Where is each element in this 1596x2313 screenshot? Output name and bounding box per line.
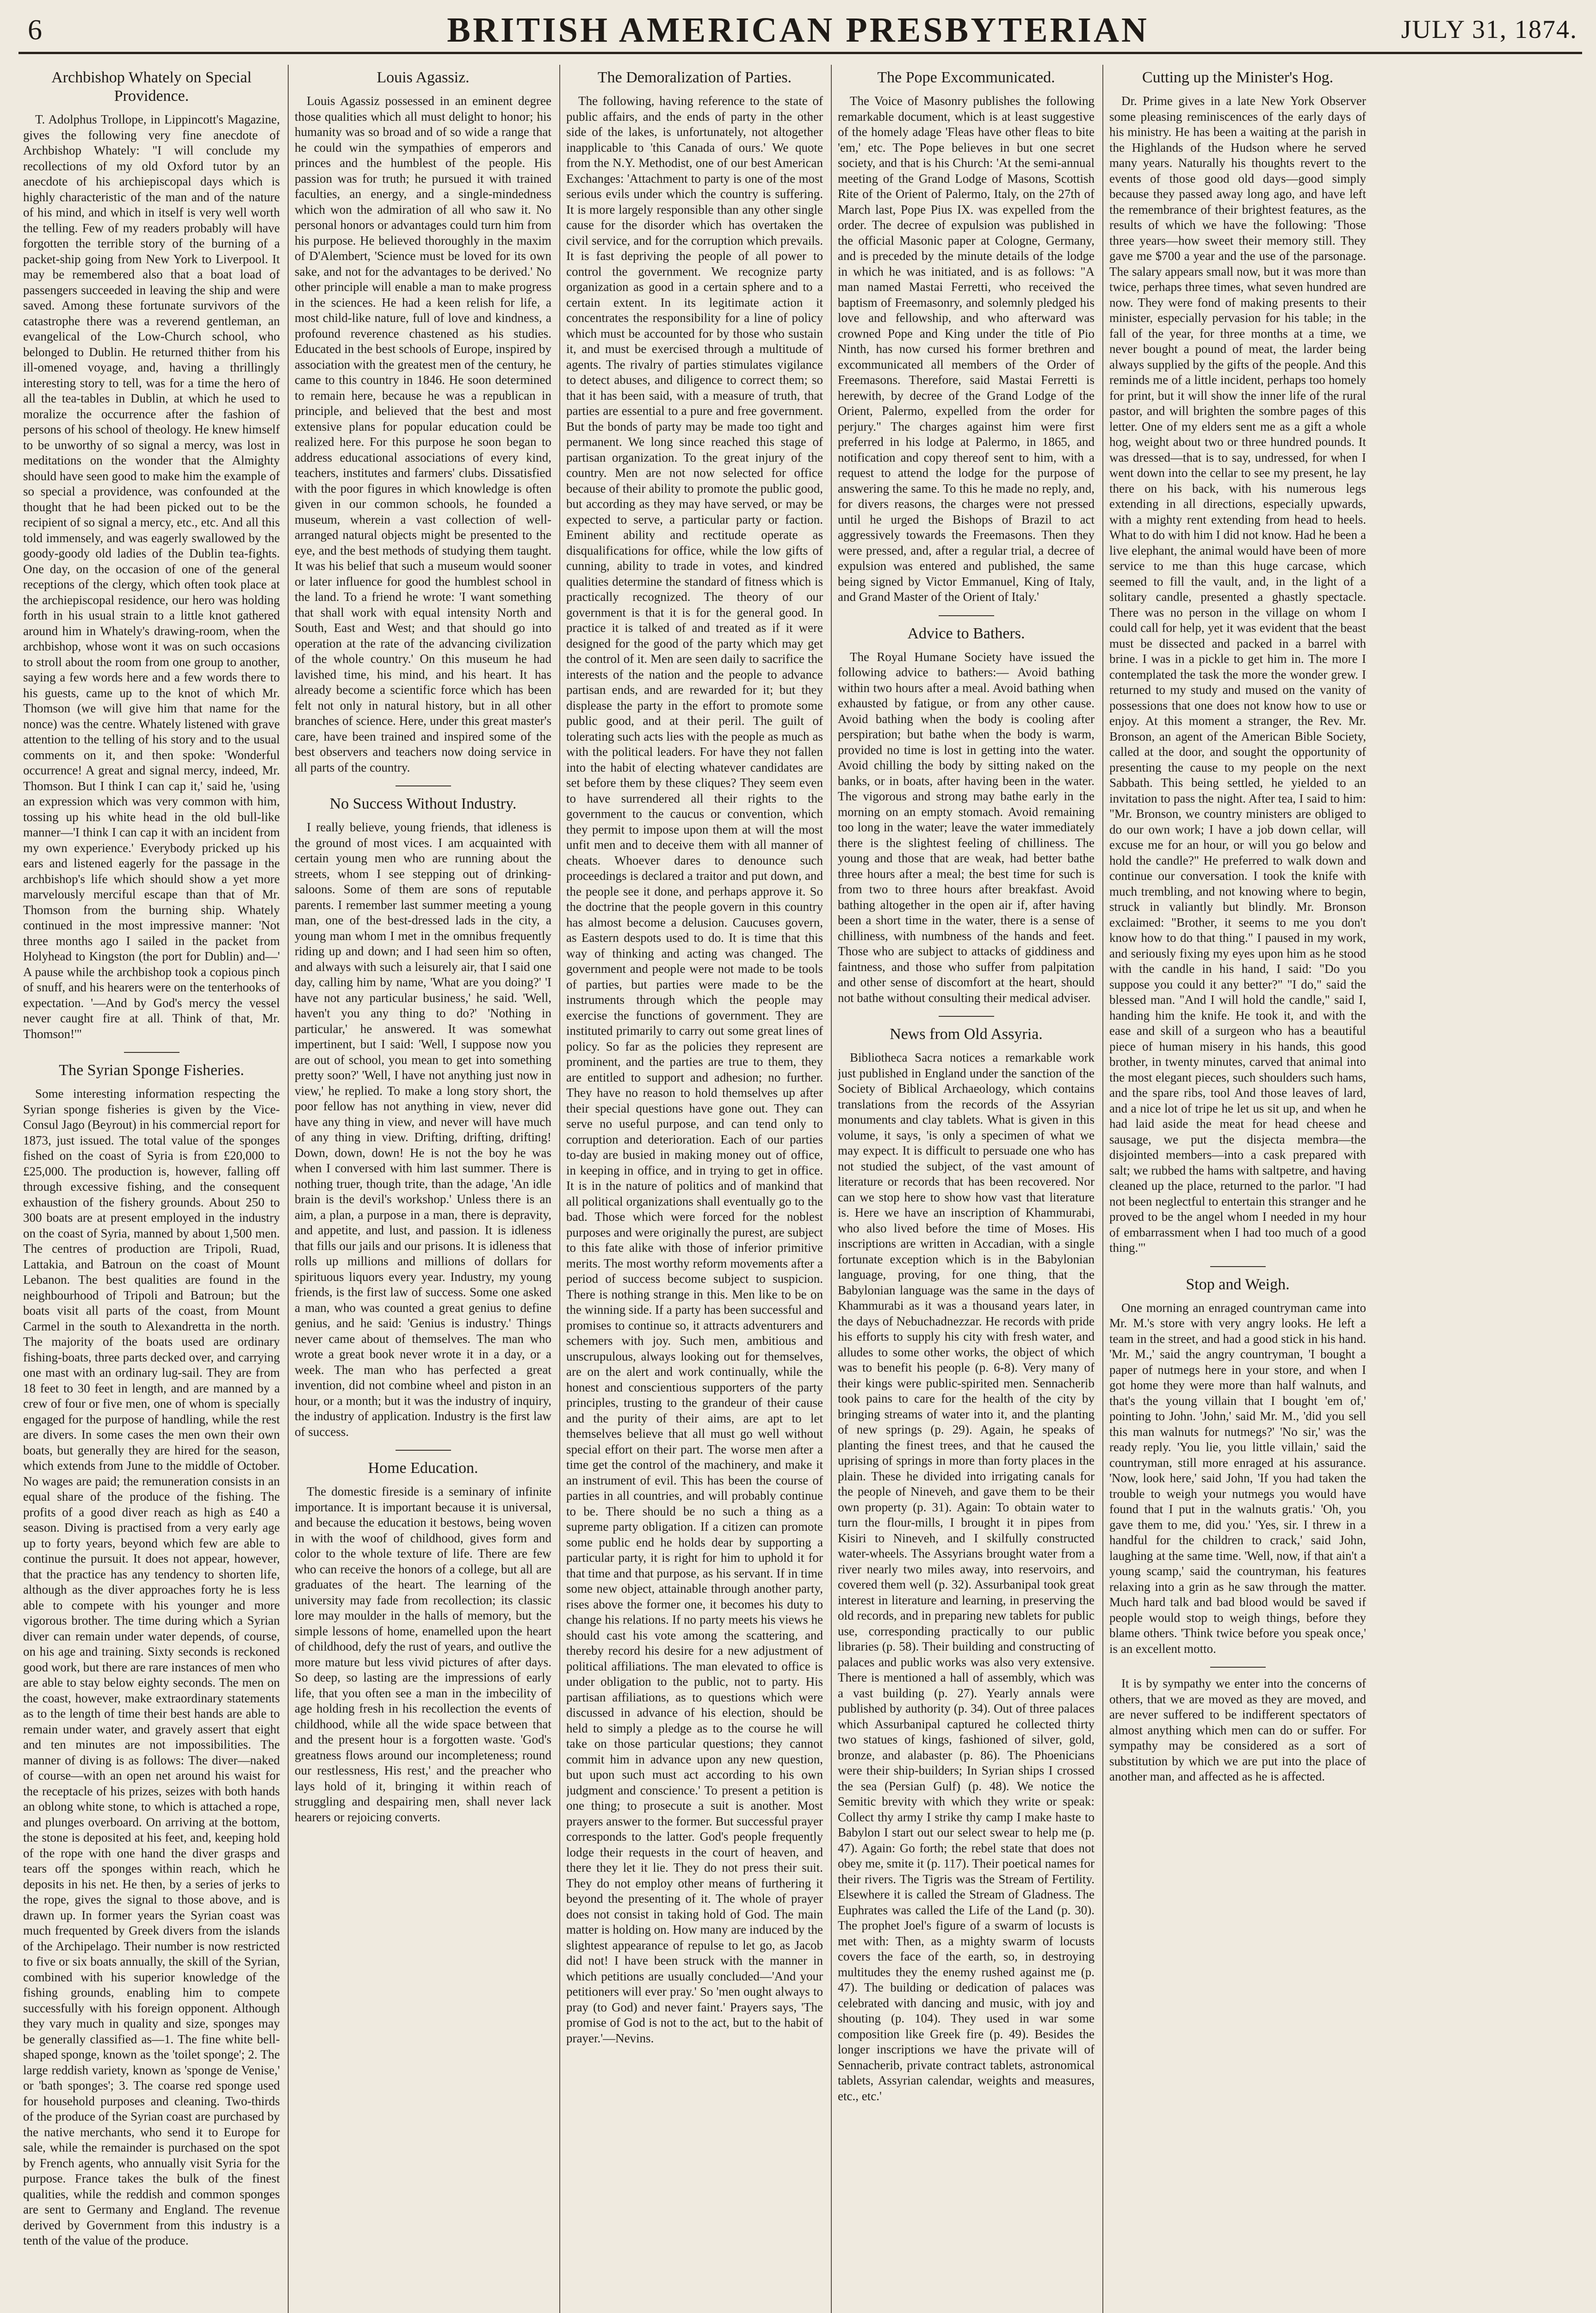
article-title-home-education: Home Education. bbox=[368, 1460, 478, 1477]
article-body-stop-weigh: One morning an enraged countryman came into Mr. M.'s store with very angry looks. He left a team in the street, and had a good stick in his hand. 'Mr. M.,' said the angry countryman, 'I bought a paper of nutmegs here in your store, and when I got home they were more than half walnuts, and that's the young villain that I bought 'em of,' pointing to John. 'John,' said Mr. M., 'did you sell this man walnuts for nutmegs?' 'No sir,' was the ready reply. 'You lie, you little villain,' said the countryman, still more enraged at his assurance. 'Now, look here,' said John, 'If you had taken the trouble to weigh your nutmegs you would have found that I put in the walnuts gratis.' 'Oh, you gave them to me, did you.' 'Yes, sir. I threw in a handful for the children to crack,' said John, laughing at the same time. 'Well, now, if that ain't a young scamp,' said the countryman, his features relaxing into a grin as he saw through the matter. Much hard talk and bad blood would be saved if people would stop to weigh things, before they blame others. 'Think twice before you speak once,' is an excellent motto. bbox=[1109, 1300, 1366, 1656]
column-1 bbox=[23, 65, 280, 2313]
article-body-home-education: The domestic fireside is a seminary of infinite importance. It is important because it is universal, and because the education it bestows, being woven in with the woof of childhood, gives form and color to the whole texture of life. There are few who can receive the honors of a college, but all are graduates of the heart. The learning of the university may fade from recollection; its classic lore may moulder in the halls of memory, but the simple lessons of home, enamelled upon the heart of childhood, defy the rust of years, and outlive the more mature but less vivid pictures of after days. So deep, so lasting are the impressions of early life, that you often see a man in the imbecility of age holding fresh in his recollection the events of childhood, while all the wide space between that and the present hour is a forgotten waste. 'God's greatness flows around our incompleteness; round our restlessness, His rest,' and the preacher who lays hold of it, bringing it within reach of struggling and despairing men, shall never lack hearers or rejoicing converts. bbox=[295, 1484, 551, 1824]
column-divider bbox=[1102, 65, 1103, 2313]
column-divider bbox=[831, 65, 832, 2313]
page-number: 6 bbox=[28, 14, 42, 46]
masthead-rule bbox=[19, 52, 1582, 54]
column-divider bbox=[559, 65, 560, 2313]
column-divider bbox=[288, 65, 289, 2313]
section-divider bbox=[396, 785, 451, 786]
section-divider bbox=[1210, 1266, 1266, 1267]
article-body-bathers: The Royal Humane Society have issued the following advice to bathers:— Avoid bathing within two hours after a meal. Avoid bathing when exhausted by fatigue, or from any other cause. Avoid bathing when the body is cooling after perspiration; but bathe when the body is warm, provided no time is lost in getting into the water. Avoid chilling the body by sitting naked on the banks, or in boats, after having been in the water. The vigorous and strong may bathe early in the morning on an empty stomach. Avoid remaining too long in the water; leave the water immediately there is the slightest feeling of chilliness. The young and those that are weak, had better bathe three hours after a meal; the best time for such is from two to three hours after breakfast. Avoid bathing altogether in the open air if, after having been a short time in the water, there is a sense of chilliness, with numbness of the hands and feet. Those who are subject to attacks of giddiness and faintness, and those who suffer from palpitation and other sense of discomfort at the heart, should not bathe without consulting their medical adviser. bbox=[838, 649, 1095, 1005]
article-body-pope: The Voice of Masonry publishes the following remarkable document, which is at least suggestive of the homely adage 'Fleas have other fleas to bite 'em,' etc. The Pope believes in but one secret society, and that is his Church: 'At the semi-annual meeting of the Grand Lodge of Masons, Scottish Rite of the Orient of Palermo, Italy, on the 27th of March last, Pope Pius IX. was expelled from the order. The decree of expulsion was published in the official Masonic paper at Cologne, Germany, and is preceded by the minute details of the lodge in which he was initiated, and is as follows: "A man named Mastai Ferretti, who received the baptism of Freemasonry, and solemnly pledged his love and fellowship, and who afterward was crowned Pope and King under the title of Pio Ninth, has now cursed his former brethren and excommunicated all members of the Order of Freemasons. Therefore, said Mastai Ferretti is herewith, by decree of the Grand Lodge of the Orient, Palermo, expelled from the order for perjury." The charges against him were first preferred in his lodge at Palermo, in 1865, and notification and copy thereof sent to him, with a request to attend the lodge for the purpose of answering the same. To this he made no reply, and, for divers reasons, the charges were not pressed until he urged the Bishops of Brazil to act aggressively towards the Freemasons. Then they were pressed, and, after a regular trial, a decree of expulsion was entered and published, the same being signed by Victor Emmanuel, King of Italy, and Grand Master of the Orient of Italy.' bbox=[838, 94, 1095, 604]
section-divider bbox=[939, 615, 994, 616]
section-divider bbox=[124, 1052, 179, 1053]
article-body-minister-hog: Dr. Prime gives in a late New York Observer some pleasing reminiscences of the early days of his ministry. He has been a waiting at the parish in the Highlands of the Hudson where he served many years. Naturally his thoughts revert to the events of those good old days—good simply because they passed away long ago, and have left the remembrance of their brightest features, as the results of which we have the following: 'Those three years—how sweet their memory still. They gave me $700 a year and the use of the parsonage. The salary appears small now, but it was more than twice, perhaps three times, what seven hundred are now. They were fond of making presents to their minister, especially pervasion for his table; in the fall of the year, for three months at a time, we never bought a pound of meat, the larder being always supplied by the gifts of the people. And this reminds me of a little incident, perhaps too homely for print, but it will show the inner life of the rural pastor, and will brighten the sombre pages of this letter. One of my elders sent me as a gift a whole hog, weight about two or three hundred pounds. It was dressed—that is to say, undressed, for when I went down into the cellar to see my present, he lay there on his back, with his numerous legs extending in all directions, especially upwards, with a mighty rent extending from head to heels. What to do with him I did not know. Had he been a live elephant, the animal would have been of more service to me than this huge carcase, which seemed to fill the vault, and, in the light of a solitary candle, presented a ghastly spectacle. There was no person in the village on whom I could call for help, yet it was evident that the beast must be dissected and packed in a barrel with brine. I was in a pickle to get him in. The more I contemplated the task the more the wonder grew. I returned to my study and mused on the vanity of possessions that one does not know how to use or enjoy. At this moment a stranger, the Rev. Mr. Bronson, an agent of the American Bible Society, called at the door, and sought the opportunity of presenting the cause to my people on the next Sabbath. This being settled, he yielded to an invitation to pass the night. After tea, I said to him: "Mr. Bronson, we country ministers are obliged to do our own work; I have a job down cellar, will excuse me for an hour, or will you go below and hold the candle?" He preferred to walk down and continue our conversation. I took the knife with much trembling, and not knowing where to begin, struck in valiantly but blindly. Mr. Bronson exclaimed: "Brother, it seems to me you don't know how to do that thing." I paused in my work, and seriously fixing my eyes upon him as he stood with the candle in his hand, I said: "Do you suppose you could it any better?" "I do," said the blessed man. "And I will hold the candle," said I, handing him the knife. He took it, and with the ease and skill of a surgeon who has a beautiful piece of human misery in his hands, this good brother, in twenty minutes, carved that animal into the most elegant pieces, such shoulders such hams, and the spare ribs, tool And those leaves of lard, and a nice lot of tripe he let us sit up, and when he had laid aside the meat for head cheese and sausage, we put the disjecta membra—the disjointed members—into a cask prepared with salt; we rubbed the hams with saltpetre, and having cleaned up the place, returned to the parlor. "I had not been neglectful to entertain this stranger and he proved to be the angel whom I needed in my hour of embarrassment when I had too much of a good thing."' bbox=[1109, 94, 1366, 1255]
section-divider bbox=[939, 1016, 994, 1017]
article-title-agassiz: Louis Agassiz. bbox=[377, 69, 470, 86]
article-title-sponge: The Syrian Sponge Fisheries. bbox=[59, 1062, 244, 1079]
section-divider bbox=[396, 1450, 451, 1451]
article-title-stop-weigh: Stop and Weigh. bbox=[1186, 1275, 1290, 1293]
column-5 bbox=[1109, 65, 1366, 2313]
article-title-whately: Archbishop Whately on Special Providence. bbox=[51, 69, 252, 105]
article-title-assyria: News from Old Assyria. bbox=[890, 1026, 1043, 1043]
article-title-bathers: Advice to Bathers. bbox=[907, 625, 1025, 642]
newspaper-title: BRITISH AMERICAN PRESBYTERIAN bbox=[447, 11, 1149, 49]
section-divider bbox=[1210, 1667, 1266, 1668]
issue-date: JULY 31, 1874. bbox=[1401, 15, 1577, 44]
masthead-bar bbox=[0, 0, 1596, 51]
column-4 bbox=[838, 65, 1095, 2313]
article-body-sponge: Some interesting information respecting the Syrian sponge fisheries is given by the Vice-Consul Jago (Beyrout) in his commercial report for 1873, just issued. The total value of the sponges fished on the coast of Syria is from £20,000 to £25,000. The production is, however, falling off through excessive fishing, and the consequent exhaustion of the fishery grounds. About 250 to 300 boats are at present employed in the industry on the coast of Syria, manned by about 1,500 men. The centres of production are Tripoli, Ruad, Lattakia, and Batroun on the coast of Mount Lebanon. The best qualities are found in the neighbourhood of Tripoli and Batroun; but the boats visit all parts of the coast, from Mount Carmel in the south to Alexandretta in the north. The majority of the boats used are ordinary fishing-boats, three parts decked over, and carrying one mast with an ordinary lug-sail. They are from 18 feet to 30 feet in length, and are manned by a crew of four or five men, one of whom is specially engaged for the purpose of handling, while the rest are divers. In some cases the men own their own boats, but generally they are hired for the season, which extends from June to the middle of October. No wages are paid; the remuneration consists in an equal share of the produce of the fishing. The profits of a good diver reach as high as £40 a season. Diving is practised from a very early age up to forty years, beyond which few are able to continue the pursuit. It does not appear, however, that the practice has any tendency to shorten life, although as the diver approaches forty he is less able to compete with his younger and more vigorous brother. The time during which a Syrian diver can remain under water depends, of course, on his age and training. Sixty seconds is reckoned good work, but there are rare instances of men who are able to stay below eighty seconds. The men on the coast, however, make extraordinary statements as to the length of time their best hands are able to remain under water, and gravely assert that eight and ten minutes are not impossibilities. The manner of diving is as follows: The diver—naked of course—with an open net around his waist for the receptacle of his prizes, seizes with both hands an oblong white stone, to which is attached a rope, and plunges overboard. On arriving at the bottom, the stone is deposited at his feet, and, keeping hold of the rope with one hand the diver grasps and tears off the sponges within reach, which he deposits in his net. He then, by a series of jerks to the rope, gives the signal to those above, and is drawn up. In former years the Syrian coast was much frequented by Greek divers from the islands of the Archipelago. Their number is now restricted to five or six boats annually, the skill of the Syrian, combined with his superior knowledge of the fishing grounds, enabling him to compete successfully with his foreign opponent. Although they vary much in quality and size, sponges may be generally classified as—1. The fine white bell-shaped sponge, known as the 'toilet sponge'; 2. The large reddish variety, known as 'sponge de Venise,' or 'bath sponges'; 3. The coarse red sponge used for household purposes and cleaning. Two-thirds of the produce of the Syrian coast are purchased by the native merchants, who send it to Europe for sale, while the remainder is purchased on the spot by French agents, who annually visit Syria for the purpose. France takes the bulk of the finest qualities, while the reddish and common sponges are sent to Germany and England. The revenue derived by Government from this industry is a tenth of the value of the produce. bbox=[23, 1087, 280, 2247]
article-title-industry: No Success Without Industry. bbox=[329, 795, 517, 812]
article-body-assyria: Bibliotheca Sacra notices a remarkable work just published in England under the sanction of the Society of Biblical Archaeology, which contains translations from the records of the Assyrian monuments and clay tablets. What is given in this volume, it says, 'is only a specimen of what we may expect. It is difficult to persuade one who has not studied the subject, of the vast amount of literature or records that has been recovered. Nor can we stop here to show how vast that literature is. Here we have an inscription of Khammurabi, who also lived before the time of Moses. His inscriptions are written in Accadian, with a single fortunate exception which is in the Babylonian language, proving, for one thing, that the Babylonian language was the same in the days of Khammurabi as it was a thousand years later, in the days of Nebuchadnezzar. He records with pride his efforts to supply his city with fresh water, and alludes to some other works, the object of which was to benefit his people (p. 6-8). Very many of their kings were public-spirited men. Sennacherib took pains to care for the health of the city by bringing streams of water into it, and the planting of new springs (p. 29). Again, he speaks of planting the finest trees, and that he caused the uprising of springs in more than forty places in the plain. These he divided into irrigating canals for the people of Nineveh, and gave them to be their own property (p. 31). Again: To obtain water to turn the flour-mills, I brought it in pipes from Kisiri to Nineveh, and I skilfully constructed water-wheels. The Assyrians brought water from a river nearly two miles away, into reservoirs, and covered them well (p. 32). Assurbanipal took great interest in literature and learning, in preserving the old records, and in preparing new tablets for public use, corresponding practically to our public libraries (p. 58). Their building and constructing of palaces and public works was also very extensive. There is mentioned a hall of assembly, which was a vast building (p. 27). Yearly annals were published by authority (p. 34). Out of three palaces which Assurbanipal captured he collected thirty two statues of kings, fashioned of silver, gold, bronze, and alabaster (p. 86). The Phoenicians were their ship-builders; In Syrian ships I crossed the sea (Persian Gulf) (p. 48). We notice the Semitic brevity with which they write or speak: Collect thy army I strike thy camp I make haste to Babylon I start out our select swear to help me (p. 47). Again: Go forth; the rebel state that does not obey me, smite it (p. 117). Their poetical names for their rivers. The Tigris was the Stream of Fertility. Elsewhere it is called the Stream of Gladness. The Euphrates was called the Life of the Land (p. 30). The prophet Joel's figure of a swarm of locusts is met with: Then, as a mighty swarm of locusts covers the face of the earth, so, in destroying multitudes they the enemy rushed against me (p. 47). The building or dedication of palaces was celebrated with dancing and music, with joy and shouting (p. 104). They used in war some composition like Greek fire (p. 49). Besides the longer inscriptions we have the private will of Sennacherib, private contract tablets, astronomical tablets, Assyrian calendar, weights and measures, etc., etc.' bbox=[838, 1051, 1095, 2103]
article-title-minister-hog: Cutting up the Minister's Hog. bbox=[1142, 69, 1334, 86]
article-body-whately: T. Adolphus Trollope, in Lippincott's Magazine, gives the following very fine anecdote of Archbishop Whately: "I will conclude my recollections of my old Oxford tutor by an anecdote of his archiepiscopal days which is highly characteristic of the man and of the nature of his mind, and which in itself is very well worth the telling. Few of my readers probably will have forgotten the terrible story of the burning of a packet-ship going from New York to Liverpool. It may be remembered also that a boat load of passengers succeeded in leaving the ship and were saved. Among these fortunate survivors of the catastrophe there was a reverend gentleman, an evangelical of the Low-Church school, who belonged to Dublin. He returned thither from his ill-omened voyage, and, having a thrillingly interesting story to tell, was for a time the hero of all the tea-tables in Dublin, at which he used to moralize the occurrence after the fashion of persons of his school of theology. He knew himself to be unworthy of so signal a mercy, was lost in meditations on the wonder that the Almighty should have seen good to make him the example of so special a providence, was confounded at the thought that he had been picked out to be the recipient of so signal a mercy, etc., etc. And all this told immensely, and was eagerly swallowed by the goody-goody old ladies of the Dublin tea-fights. One day, on the occasion of one of the general receptions of the clergy, which often took place at the archiepiscopal residence, our hero was holding forth in his usual strain to a little knot gathered around him in Whately's drawing-room, when the archbishop, whose wont it was on such occasions to stroll about the room from one group to another, saying a few words here and a few words there to his guests, came up to the knot of which Mr. Thomson (we will give him that name for the nonce) was the centre. Whately listened with grave attention to the telling of his story and to the usual comments on it, and then spoke: 'Wonderful occurrence! A great and signal mercy, indeed, Mr. Thomson. But I think I can cap it,' said he, 'using an expression which was very common with him, tossing up his white head in the old bull-like manner—'I think I can cap it with an incident from my own experience.' Everybody pricked up his ears and listened eagerly for the passage in the archbishop's life which should show a yet more marvelously merciful escape than that of Mr. Thomson from the burning ship. Whately continued in the most impressive manner: 'Not three months ago I sailed in the packet from Holyhead to Kingston (the port for Dublin) and—' A pause while the archbishop took a copious pinch of snuff, and his hearers were on the tenterhooks of expectation. '—And by God's mercy the vessel never caught fire at all. Think of that, Mr. Thomson!'" bbox=[23, 112, 280, 1041]
column-2 bbox=[295, 65, 551, 2313]
column-3 bbox=[566, 65, 823, 2313]
article-body-parties: The following, having reference to the state of public affairs, and the ends of party in the other side of the lakes, is unfortunately, not altogether inapplicable to 'this Canada of ours.' We quote from the N.Y. Methodist, one of our best American Exchanges: 'Attachment to party is one of the most serious evils under which the country is suffering. It is more largely responsible than any other single cause for the disorder which has overtaken the civil service, and for the corruption which prevails. It is fast depriving the people of all power to control the government. We recognize party organization as good in a certain sphere and to a certain extent. In its legitimate action it concentrates the responsibility for a line of policy which must be accounted for by those who sustain it, and must be exercised through a multitude of agents. The rivalry of parties stimulates vigilance to detect abuses, and diligence to correct them; so that it has been said, with a measure of truth, that parties are essential to a pure and free government. But the bonds of party may be made too tight and permanent. We long since reached this stage of partisan organization. To the great injury of the country. Men are not now selected for office because of their ability to promote the public good, but according as they may have served, or may be expected to serve, a particular party or faction. Eminent ability and rectitude operate as disqualifications for office, while the low gifts of cunning, ability to trade in votes, and kindred qualities determine the standard of fitness which is practically recognized. The theory of our government is that it is for the general good. In practice it is talked of and treated as if it were designed for the good of the party which may get the control of it. Men are seen daily to sacrifice the interests of the nation and the people to advance partisan ends, and are rewarded for it; but they displease the party in the effort to promote some public good, and at their peril. The guilt of tolerating such acts lies with the people as much as with the political leaders. For have they not fallen into the habit of electing whatever candidates are set before them by these cliques? They seem even to have surrendered all their rights to the government to the caucus or convention, which they permit to impose upon them at will the most unfit men and to deceive them with all manner of cheats. Whoever dares to denounce such proceedings is declared a traitor and put down, and the people see it done, and perhaps approve it. So the doctrine that the people govern in this country has almost become a delusion. Caucuses govern, as Eastern despots used to do. It is time that this way of thinking and acting was changed. The government and people were not made to be tools of parties, but parties were made to be the instruments through which the people may exercise the functions of government. They are instituted primarily to carry out some great lines of policy. So far as the policies they represent are prominent, and the parties are true to them, they are entitled to support and adhesion; no further. They have no reason to hold themselves up after their special questions have gone out. They can serve no useful purpose, and can tend only to corruption and deterioration. Each of our parties to-day are busied in making money out of office, in keeping in office, and in trying to get in office. It is in the nature of politics and of mankind that all political organizations shall eventually go to the bad. Those which were forced for the noblest purposes and were originally the purest, are subject to this fate alike with those of inferior primitive merits. The most worthy reform movements after a period of success become subject to suspicion. There is nothing strange in this. Men like to be on the winning side. If a party has been successful and promises to continue so, it attracts adventurers and schemers with joy. Such men, ambitious and unscrupulous, always looking out for themselves, are on the alert and work continually, while the honest and conscientious supporters of the party principles, trusting to the grandeur of their cause and the purity of their aims, are apt to let themselves believe that all must go well without special effort on their part. The worse men after a time get the control of the machinery, and make it an instrument of evil. This has been the course of parties in all countries, and will probably continue to be. There should be no such a thing as a supreme party obligation. If a citizen can promote some public end he holds dear by supporting a particular party, it is right for him to uphold it for that time and that purpose, as his servant. If in time some new object, attainable through another party, rises above the former one, it becomes his duty to change his relations. If no party meets his views he should cast his vote among the scattering, and thereby record his desire for a new adjustment of political affiliations. The man elevated to office is under obligation to the public, not to party. His partisan affiliations, as to questions which were discussed in advance of his election, should be held to simply a pledge as to the course he will take on those particular questions; they cannot commit him in advance upon any new question, but upon such must act according to his own judgment and conscience.' To present a petition is one thing; to prosecute a suit is another. Most prayers answer to the former. But successful prayer corresponds to the latter. God's people frequently lodge their requests in the court of heaven, and there they let it lie. They do not press their suit. They do not employ other means of furthering it beyond the presenting of it. The whole of prayer does not consist in taking hold of God. The main matter is holding on. How many are induced by the slightest appearance of repulse to let go, as Jacob did not! I have been struck with the manner in which petitions are usually concluded—'And your petitioners will ever pray.' So 'men ought always to pray (to God) and never faint.' Prayers says, 'The promise of God is not to the act, but to the habit of prayer.'—Nevins. bbox=[566, 94, 823, 2045]
article-title-parties: The Demoralization of Parties. bbox=[597, 69, 792, 86]
article-title-pope: The Pope Excommunicated. bbox=[877, 69, 1055, 86]
article-body-sympathy: It is by sympathy we enter into the concerns of others, that we are moved as they are moved, and are never suffered to be indifferent spectators of almost anything which men can do or suffer. For sympathy may be considered as a sort of substitution by which we are put into the place of another man, and affected as he is affected. bbox=[1109, 1676, 1366, 1783]
article-body-industry: I really believe, young friends, that idleness is the ground of most vices. I am acquainted with certain young men who are running about the streets, whom I see stepping out of drinking-saloons. Some of them are sons of reputable parents. I remember last summer meeting a young man, one of the best-dressed lads in the city, a young man whom I met in the omnibus frequently riding up and down; and I had seen him so often, and always with such a leisurely air, that I said one day, calling him by name, 'What are you doing?' 'I have not any particular business,' he said. 'Well, haven't you any thing to do?' 'Nothing in particular,' he answered. It was somewhat impertinent, but I said: 'Well, I suppose now you are out of school, you mean to get into something pretty soon?' 'Well, I have not anything just now in view,' he replied. To make a long story short, the poor fellow has not anything in view, never did have any thing in view, and never will have much of any thing in view. Drifting, drifting, drifting! Down, down, down! He is not the boy he was when I conversed with him last summer. There is nothing truer, though trite, than the adage, 'An idle brain is the devil's workshop.' Unless there is an aim, a plan, a purpose in a man, there is depravity, and appetite, and lust, and passion. It is idleness that fills our jails and our prisons. It is idleness that rolls up millions and millions of dollars for spirituous liquors every year. Industry, my young friends, is the first law of success. Some one asked a man, who was counted a great genius to define genius, and he said: 'Genius is industry.' Things never came about of themselves. The man who wrote a great book never wrote it in a day, or a week. The man who has perfected a great invention, did not combine wheel and piston in an hour, or a month; but it was the industry of inquiry, the industry of application. Industry is the first law of success. bbox=[295, 820, 551, 1439]
article-body-agassiz: Louis Agassiz possessed in an eminent degree those qualities which all must delight to honor; his humanity was so broad and of so wide a range that he could win the sympathies of emperors and princes and the humblest of the people. His passion was for truth; he pursued it with trained faculties, an energy, and a single-mindedness which won the admiration of all who saw it. No personal honors or advantages could turn him from his purpose. He believed thoroughly in the maxim of D'Alembert, 'Science must be loved for its own sake, and not for the advantages to be derived.' No other principle will enable a man to make progress in the sciences. He had a keen relish for life, a most child-like nature, full of love and kindness, a profound reverence chastened as his studies. Educated in the best schools of Europe, inspired by association with the greatest men of the century, he came to this country in 1846. He soon determined to remain here, because he was a republican in principle, and believed that the best and most extensive plans for popular education could be realized here. For this purpose he soon began to address educational associations of every kind, teachers, institutes and farmers' clubs. Dissatisfied with the poor figures in which knowledge is often given in our common schools, he founded a museum, wherein a vast collection of well-arranged natural objects might be presented to the eye, and the best methods of studying them taught. It was his belief that such a museum would sooner or later influence for good the humblest school in the land. To a friend he wrote: 'I want something that shall work with equal intensity North and South, East and West; and that should go into operation at the rate of the advancing civilization of the whole country.' On this museum he had lavished time, his mind, and his heart. It has already become a scientific force which has been felt not only in natural history, but in all other branches of science. Here, under this great master's care, have been trained and inspired some of the best observers and teachers now doing service in all parts of the country. bbox=[295, 94, 551, 774]
